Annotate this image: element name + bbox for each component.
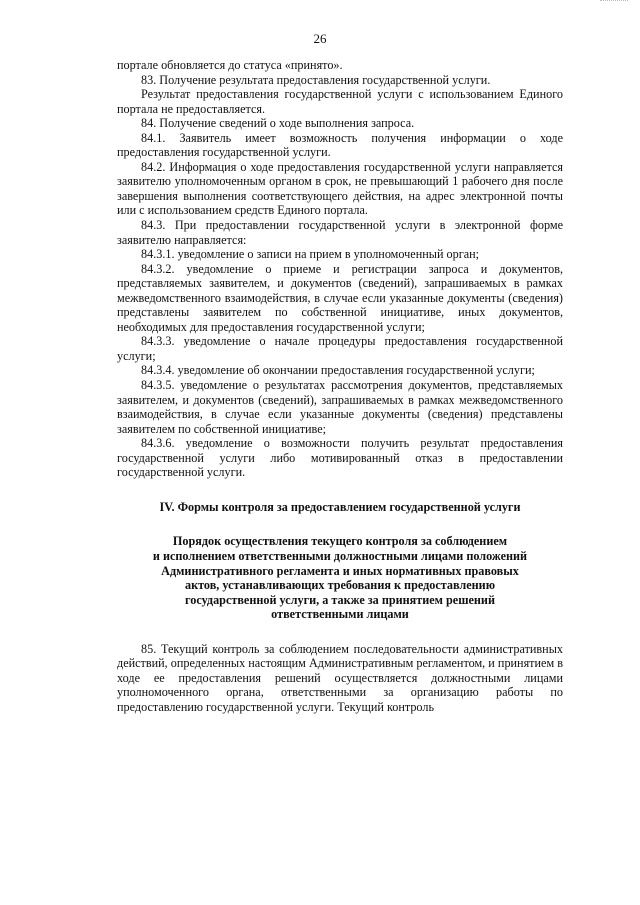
sub-heading-line: актов, устанавливающих требования к предоставлению bbox=[184, 578, 496, 593]
paragraph: Результат предоставления государственной услуги с использованием Единого портала не предоставляется. bbox=[117, 87, 563, 116]
paragraph: 84.3.5. уведомление о результатах рассмотрения документов, представляемых заявителем, и документов (сведений), запрашиваемых в рамках межведомственного взаимодействия, в случае если указанные документы (сведения) представлены заявителем по собственной инициативе; bbox=[117, 378, 563, 436]
paragraph: 84.1. Заявитель имеет возможность получения информации о ходе предоставления государственной услуги. bbox=[117, 130, 563, 160]
paragraph: портале обновляется до статуса «принято». bbox=[117, 58, 343, 72]
sub-heading-line: ответственными лицами bbox=[271, 607, 409, 622]
paragraph: 84.3. При предоставлении государственной услуги в электронной форме заявителю направляется: bbox=[117, 218, 563, 247]
sub-heading-line: государственной услуги, а также за принятием решений bbox=[185, 592, 495, 607]
paragraph: 84.3.1. уведомление о записи на прием в уполномоченный орган; bbox=[141, 247, 480, 262]
sub-heading-line: Административного регламента и иных нормативных правовых bbox=[161, 563, 519, 578]
top-paragraphs bbox=[117, 58, 563, 480]
paragraph: 83. Получение результата предоставления государственной услуги. bbox=[141, 72, 491, 87]
sub-heading-line: Порядок осуществления текущего контроля за соблюдением bbox=[172, 534, 508, 549]
sub-heading-line: и исполнением ответственными должностными лицами положений bbox=[152, 548, 528, 563]
paragraph: 84.3.3. уведомление о начале процедуры предоставления государственной услуги; bbox=[117, 334, 563, 363]
paragraph: 84.3.2. уведомление о приеме и регистрации запроса и документов, представляемых заявителем, и документов (сведений), запрашиваемых в рамках межведомственного взаимодействия, в случае если указанные документы (сведения) представлены заявителем по собственной инициативе, иных документов, необходимых для предоставления государственной услуги; bbox=[117, 261, 563, 334]
paragraph: 84.3.4. уведомление об окончании предоставления государственной услуги; bbox=[141, 363, 535, 378]
paragraph: 84. Получение сведений о ходе выполнения запроса. bbox=[141, 116, 415, 131]
section-heading: IV. Формы контроля за предоставлением государственной услуги bbox=[159, 499, 521, 514]
bottom-paragraphs bbox=[117, 642, 563, 715]
page-number: 26 bbox=[313, 31, 327, 46]
paragraph: 85. Текущий контроль за соблюдением последовательности административных действий, определенных настоящим Административным регламентом, и принятием в ходе ее предоставления решений осуществляется должностными лицами уполномоченного органа, ответственными за организацию работы по предоставлению государственной услуги. Текущий контроль bbox=[117, 641, 563, 714]
paragraph: 84.2. Информация о ходе предоставления государственной услуги направляется заявителю уполномоченным органом в срок, не превышающий 1 рабочего дня после завершения выполнения соответствующего действия, на адрес электронной почты или с использованием средств Единого портала. bbox=[117, 159, 563, 218]
document-body bbox=[117, 58, 563, 714]
sub-heading bbox=[117, 534, 563, 621]
paragraph: 84.3.6. уведомление о возможности получить результат предоставления государственной услуги либо мотивированный отказ в предоставлении государственной услуги. bbox=[117, 436, 563, 480]
scan-corner-mark bbox=[600, 0, 628, 5]
